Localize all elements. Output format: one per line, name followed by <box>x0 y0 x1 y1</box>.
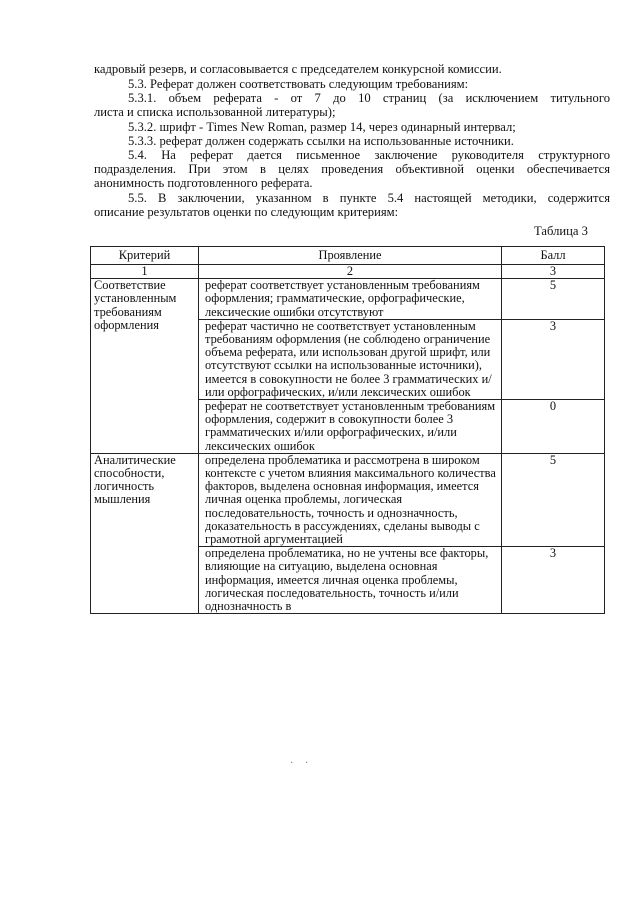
table-row <box>91 279 605 320</box>
paragraph-line: описание результатов оценки по следующим критериям: <box>94 205 399 219</box>
manifestation-cell: реферат соответствует установленным требованиям оформления; грамматические, орфографические, лексические ошибки отсутствуют <box>199 279 502 320</box>
table-header-row <box>91 247 605 265</box>
table-row <box>91 453 605 546</box>
paragraph-line: 5.3.1. объем реферата - от 7 до 10 страниц (за исключением титульного <box>128 91 610 105</box>
table-caption: Таблица 3 <box>534 224 588 238</box>
header-manifestation: Проявление <box>199 247 502 265</box>
manifestation-cell: определена проблематика, но не учтены все факторы, влияющие на ситуацию, выделена основная информация, имеется личная оценка проблемы, логическая последовательность, точность и/или однозначность в <box>199 547 502 614</box>
score-cell: 0 <box>502 400 605 454</box>
paragraph-line: анонимность подготовленного реферата. <box>94 176 313 190</box>
header-criterion: Критерий <box>91 247 199 265</box>
paragraph-line: подразделения. При этом в целях проведения объективной оценки обеспечивается <box>94 162 610 176</box>
column-number: 1 <box>91 265 199 279</box>
paragraph-line: 5.5. В заключении, указанном в пункте 5.4 настоящей методики, содержится <box>128 191 610 205</box>
column-number: 3 <box>502 265 605 279</box>
score-cell: 3 <box>502 547 605 614</box>
criterion-cell: Соответствие установленным требованиям оформления <box>91 279 199 454</box>
paragraph-line: 5.4. На реферат дается письменное заключение руководителя структурного <box>128 148 610 162</box>
paragraph-line: листа и списка использованной литературы); <box>94 105 336 119</box>
criterion-cell: Аналитические способности, логичность мышления <box>91 453 199 613</box>
paragraph-line: кадровый резерв, и согласовывается с председателем конкурсной комиссии. <box>94 62 502 76</box>
paragraph-line: 5.3.2. шрифт - Times New Roman, размер 14, через одинарный интервал; <box>128 120 516 134</box>
header-score: Балл <box>502 247 605 265</box>
manifestation-cell: определена проблематика и рассмотрена в широком контексте с учетом влияния максимального количества факторов, выделена основная информация, имеется личная оценка проблемы, логическая последовательность, точность и однозначность, доказательность в рассуждениях, сделаны выводы с грамотной аргументацией <box>199 453 502 546</box>
paragraph-line: 5.3.3. реферат должен содержать ссылки на использованные источники. <box>128 134 514 148</box>
score-cell: 5 <box>502 279 605 320</box>
column-number: 2 <box>199 265 502 279</box>
score-cell: 3 <box>502 319 605 399</box>
scan-speck: · <box>290 758 294 769</box>
paragraph-line: 5.3. Реферат должен соответствовать следующим требованиям: <box>128 77 469 91</box>
criteria-table <box>90 246 605 614</box>
score-cell: 5 <box>502 453 605 546</box>
column-number-row <box>91 265 605 279</box>
scan-speck: · <box>305 758 309 769</box>
manifestation-cell: реферат не соответствует установленным требованиям оформления, содержит в совокупности более 3 грамматических и/или орфографических, и/или лексических ошибок <box>199 400 502 454</box>
manifestation-cell: реферат частично не соответствует установленным требованиям оформления (не соблюдено ограничение объема реферата, или использован другой шрифт, или отсутствуют ссылки на использованные источники), имеется в совокупности не более 3 грамматических и/или орфографических, и/или лексических ошибок <box>199 319 502 399</box>
